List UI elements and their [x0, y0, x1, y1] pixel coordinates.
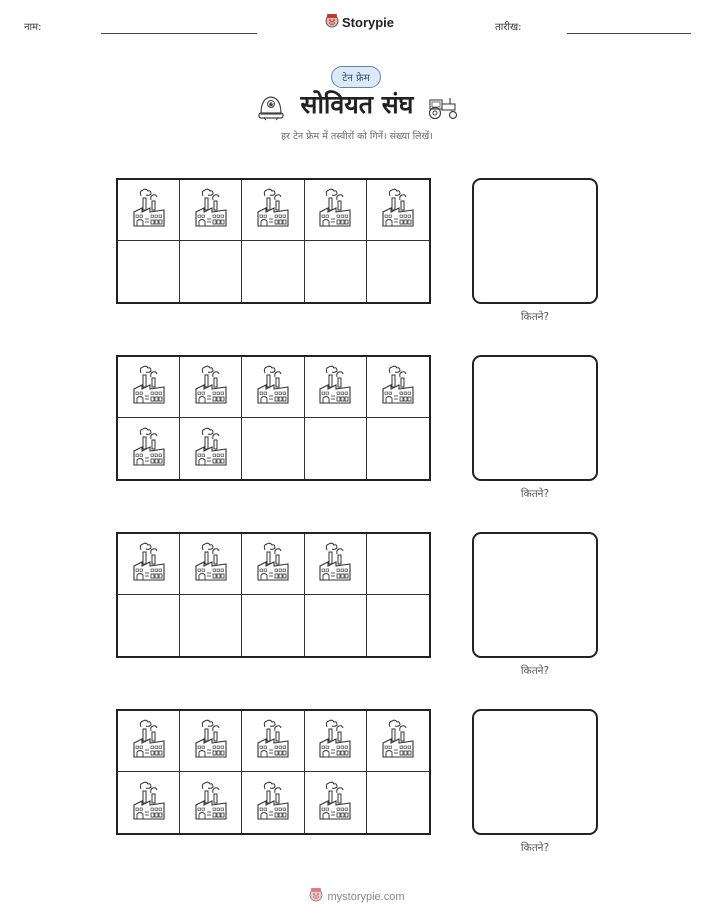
footer	[0, 887, 714, 906]
frame-cell	[242, 241, 304, 302]
page-title: सोवियत संघ	[300, 90, 414, 119]
frame-cell	[242, 595, 304, 656]
frame-cell	[118, 418, 180, 479]
pig-mascot-icon	[325, 13, 339, 32]
factory-icon	[131, 719, 167, 763]
pig-mascot-icon	[309, 887, 323, 906]
frame-cell	[242, 418, 304, 479]
frame-cell	[180, 711, 242, 772]
frame-cell	[305, 772, 367, 833]
ten-frame	[116, 532, 431, 658]
frame-cell	[180, 418, 242, 479]
factory-icon	[131, 365, 167, 409]
name-line[interactable]	[101, 33, 257, 34]
frame-cell	[305, 534, 367, 595]
factory-icon	[317, 365, 353, 409]
frame-cell	[118, 595, 180, 656]
instructions: हर टेन फ्रेम में तस्वीरों को गिनें। संख्या लिखें।	[281, 131, 433, 142]
frame-cell	[180, 180, 242, 241]
frame-cell	[305, 711, 367, 772]
factory-icon	[131, 542, 167, 586]
footer-url[interactable]: mystorypie.com	[327, 890, 405, 903]
brand-name: Storypie	[342, 15, 395, 30]
frame-cell	[180, 241, 242, 302]
frame-cell	[367, 180, 429, 241]
factory-icon	[193, 719, 229, 763]
frame-cell	[242, 772, 304, 833]
factory-icon	[255, 542, 291, 586]
frame-cell	[180, 357, 242, 418]
frame-cell	[305, 241, 367, 302]
ten-frame	[116, 178, 431, 304]
frame-cell	[118, 772, 180, 833]
answer-box[interactable]	[472, 355, 598, 481]
ten-frame	[116, 709, 431, 835]
frame-cell	[180, 534, 242, 595]
factory-icon	[317, 188, 353, 232]
frame-cell	[118, 241, 180, 302]
factory-icon	[193, 188, 229, 232]
factory-icon	[193, 542, 229, 586]
frame-cell	[118, 180, 180, 241]
date-label: तारीख:	[495, 22, 522, 33]
date-line[interactable]	[567, 33, 691, 34]
factory-icon	[255, 781, 291, 825]
factory-icon	[255, 719, 291, 763]
name-label: नाम:	[24, 22, 42, 33]
frame-cell	[367, 357, 429, 418]
frame-cell	[242, 534, 304, 595]
frame-cell	[367, 241, 429, 302]
frame-cell	[242, 711, 304, 772]
frame-cell	[118, 357, 180, 418]
frame-cell	[118, 534, 180, 595]
answer-label: कितने?	[520, 842, 550, 854]
frame-cell	[305, 180, 367, 241]
ten-frame	[116, 355, 431, 481]
answer-box[interactable]	[472, 178, 598, 304]
factory-icon	[193, 365, 229, 409]
category-tag: टेन फ्रेम	[331, 66, 381, 88]
frame-cell	[118, 711, 180, 772]
factory-icon	[255, 188, 291, 232]
frame-cell	[367, 772, 429, 833]
answer-box[interactable]	[472, 709, 598, 835]
frame-cell	[305, 418, 367, 479]
frame-cell	[242, 357, 304, 418]
factory-icon	[255, 365, 291, 409]
factory-icon	[131, 781, 167, 825]
frame-cell	[367, 534, 429, 595]
frame-cell	[367, 418, 429, 479]
factory-icon	[317, 719, 353, 763]
factory-icon	[380, 719, 416, 763]
frame-cell	[367, 711, 429, 772]
factory-icon	[193, 781, 229, 825]
answer-label: कितने?	[520, 665, 550, 677]
factory-icon	[380, 188, 416, 232]
answer-box[interactable]	[472, 532, 598, 658]
answer-label: कितने?	[520, 488, 550, 500]
tractor-icon	[426, 94, 460, 124]
factory-icon	[131, 427, 167, 471]
frame-cell	[180, 595, 242, 656]
factory-icon	[380, 365, 416, 409]
factory-icon	[317, 542, 353, 586]
frame-cell	[367, 595, 429, 656]
factory-icon	[193, 427, 229, 471]
factory-icon	[317, 781, 353, 825]
brand-logo	[325, 13, 394, 32]
frame-cell	[180, 772, 242, 833]
factory-icon	[131, 188, 167, 232]
answer-label: कितने?	[520, 311, 550, 323]
frame-cell	[305, 357, 367, 418]
frame-cell	[305, 595, 367, 656]
frame-cell	[242, 180, 304, 241]
